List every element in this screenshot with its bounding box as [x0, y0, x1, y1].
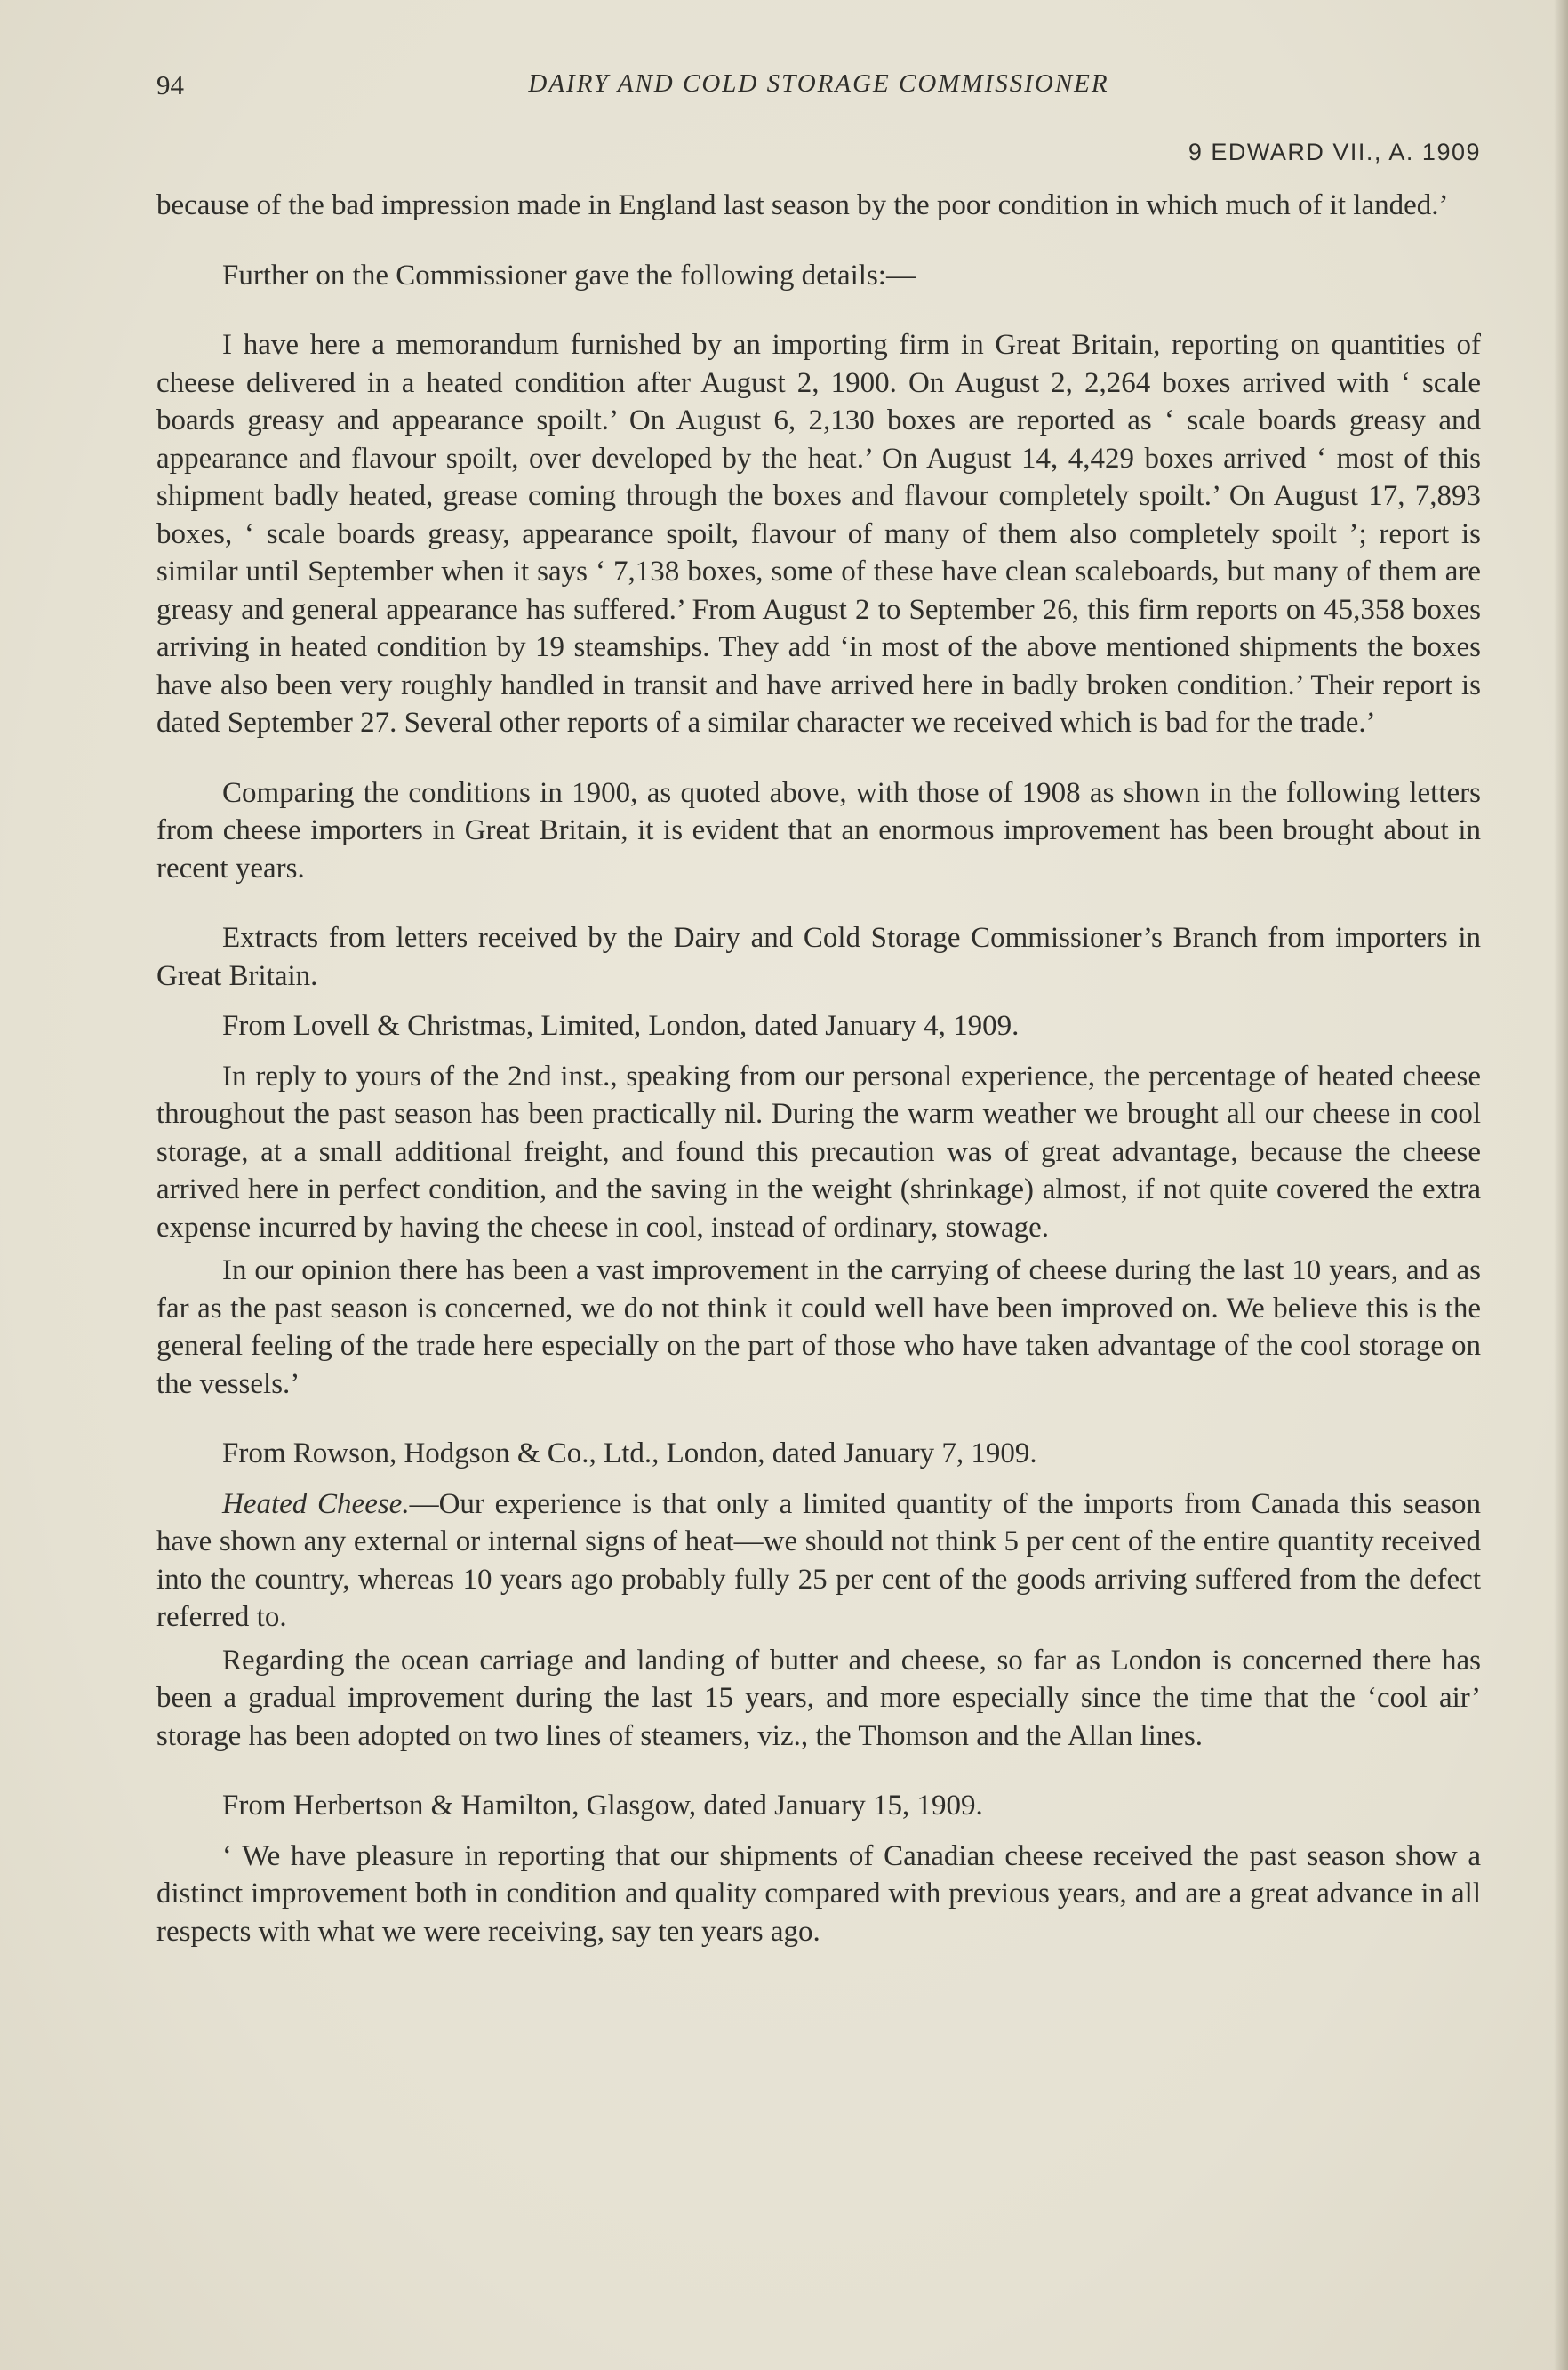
- letter-heading-herbertson: From Herbertson & Hamilton, Glasgow, dated January 15, 1909.: [222, 1790, 983, 1822]
- paragraph-extracts-heading: Extracts from letters received by the Dairy and Cold Storage Commissioner’s Branch from importers in Great Britain.: [156, 922, 1481, 992]
- regnal-year: 9 EDWARD VII., A. 1909: [1188, 139, 1481, 165]
- page-body: [156, 187, 1481, 1950]
- paragraph-continuation: because of the bad impression made in England last season by the poor condition in which much of it landed.’: [156, 189, 1449, 221]
- paragraph-comparison: Comparing the conditions in 1900, as quoted above, with those of 1908 as shown in the following letters from cheese importers in Great Britain, it is evident that an enormous improvement has been brought about in recent years.: [156, 776, 1481, 885]
- paragraph-memorandum: I have here a memorandum furnished by an importing firm in Great Britain, reporting on quantities of cheese delivered in a heated condition after August 2, 1900. On August 2, 2,264 boxes arrived with ‘ scale boards greasy and appearance spoilt.’ On August 6, 2,130 boxes are reported as ‘ scale boards greasy and appearance and flavour spoilt, over developed by the heat.’ On August 14, 4,429 boxes arrived ‘ most of this shipment badly heated, grease coming through the boxes and flavour completely spoilt.’ On August 17, 7,893 boxes, ‘ scale boards greasy, appearance spoilt, flavour of many of them also completely spoilt ’; report is similar until September when it says ‘ 7,138 boxes, some of these have clean scaleboards, but many of them are greasy and general appearance has suffered.’ From August 2 to September 26, this firm reports on 45,358 boxes arriving in heated condition by 19 steamships. They add ‘in most of the above mentioned shipments the boxes have also been very roughly handled in transit and have arrived here in badly broken condition.’ Their report is dated September 27. Several other reports of a similar character we received which is bad for the trade.’: [156, 329, 1481, 739]
- heated-cheese-subhead: Heated Cheese.: [222, 1487, 410, 1520]
- page-number: 94: [156, 69, 184, 100]
- letter-rowson-paragraph-2: Regarding the ocean carriage and landing of butter and cheese, so far as London is concerned there has been a gradual improvement during the last 15 years, and more especially since the time that the ‘cool air’ storage has been adopted on two lines of steamers, viz., the Thomson and the Allan lines.: [156, 1644, 1481, 1752]
- page-header: [156, 69, 1481, 114]
- paragraph-details-intro: Further on the Commissioner gave the following details:—: [222, 259, 916, 292]
- letter-rowson-paragraph-1: [156, 1485, 1481, 1637]
- running-head: DAIRY AND COLD STORAGE COMMISSIONER: [528, 69, 1109, 98]
- letter-lovell-paragraph-2: In our opinion there has been a vast improvement in the carrying of cheese during the last 10 years, and as far as the past season is concerned, we do not think it could well have been improved on. We believe this is the general feeling of the trade here especially on the part of those who have taken advantage of the cool storage on the vessels.’: [156, 1254, 1481, 1400]
- letter-heading-lovell: From Lovell & Christmas, Limited, London, dated January 4, 1909.: [222, 1010, 1020, 1042]
- letter-rowson-paragraph-1-text: —Our experience is that only a limited quantity of the imports from Canada this season have shown any external or internal signs of heat—we should not think 5 per cent of the entire quantity received into the country, whereas 10 years ago probably fully 25 per cent of the goods arriving suffered from the defect referred to.: [156, 1487, 1481, 1633]
- page-spine-shadow: [1554, 0, 1568, 2370]
- letter-lovell-paragraph-1: In reply to yours of the 2nd inst., speaking from our personal experience, the percentage of heated cheese throughout the past season has been practically nil. During the warm weather we brought all our cheese in cool storage, at a small additional freight, and found this precaution was of great advantage, because the cheese arrived here in perfect condition, and the saving in the weight (shrinkage) almost, if not quite covered the extra expense incurred by having the cheese in cool, instead of ordinary, stowage.: [156, 1060, 1481, 1244]
- letter-herbertson-paragraph-1: ‘ We have pleasure in reporting that our shipments of Canadian cheese received the past season show a distinct improvement both in condition and quality compared with previous years, and are a great advance in all respects with what we were receiving, say ten years ago.: [156, 1839, 1481, 1948]
- letter-heading-rowson: From Rowson, Hodgson & Co., Ltd., London, dated January 7, 1909.: [222, 1437, 1037, 1469]
